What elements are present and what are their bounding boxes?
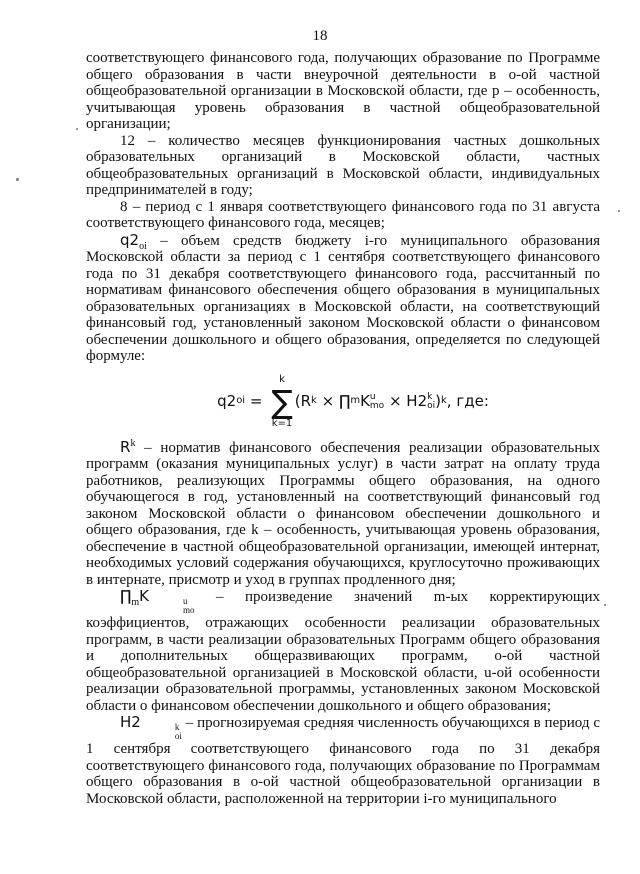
paragraph-product-text: – произведение значений m-ых корректирующих коэффициентов, отражающих особенности реализации образовательных программ, в части реализации образовательных Программ общего образования и дополнительных общеразвивающих программ, о-ой частной общеобразовательной организацией в Московской области, u-ой особенности реализации образовательной программы, установленных законом Московской области о финансовом обеспечении дошкольного и общего образования; [86, 589, 600, 714]
symbol-h2-subscript: oi [174, 731, 182, 741]
paragraph-continuation: соответствующего финансового года, получающих образование по Программе общего образования в части внеурочной деятельности в о-ой частной общеобразовательной организации в Московской области, где p – особенность, учитывающая уровень образования в частной общеобразовательной организации; [86, 50, 600, 132]
symbol-k-subscript: mo [182, 605, 195, 615]
symbol-k: K [139, 587, 149, 605]
sum-upper-limit: k [279, 373, 285, 385]
paragraph-q2oi-text: – объем средств бюджету i-го муниципального образования Московской области за период с 1 сентября соответствующего финансового года по 31 декабря соответствующего финансового года, рассчитанный по нормативам финансового обеспечения общего образования в муниципальных образовательных организациях в Московской области, на соответствующий финансовый год, установленный законом Московской области о финансовом обеспечении дошкольного и общего образования, определяется по следующей формуле: [86, 232, 600, 364]
formula-close: ) [435, 392, 441, 411]
symbol-product: ∏ [120, 587, 132, 605]
formula-k-superscript: u [369, 391, 376, 402]
paragraph-h2-definition [86, 714, 600, 807]
sum-operator [271, 375, 293, 429]
formula-r-superscript: k [311, 395, 317, 407]
formula-h2-superscript: k [427, 391, 433, 402]
formula-times-h2: × H2 [384, 392, 428, 411]
scan-speck [618, 210, 620, 212]
formula-k: K [360, 392, 370, 411]
formula-r: (R [294, 392, 312, 411]
paragraph-rk-text: – норматив финансового обеспечения реализации образовательных программ (оказания муниципальных услуг) в части затрат на оплату труда работников, реализующих Программы общего образования, на одного обучающегося в год, установленный на соответствующий финансовый год законом Московской области о финансовом обеспечении дошкольного и общего образования, где k – особенность, учитывающая уровень образования, обеспечение в частной общеобразовательной организации, имеющей интернат, необходимых условий содержания обучающихся, круглосуточно проживающих в интернате, присмотр и уход в группах продленного дня; [86, 439, 600, 588]
formula-tail: , где: [446, 392, 489, 411]
formula-lhs-subscript: oi [236, 395, 246, 407]
formula-h2-subscript: oi [427, 400, 436, 411]
symbol-q2-subscript: oi [139, 240, 147, 252]
scan-speck [16, 178, 19, 181]
formula-k-indices [370, 393, 384, 411]
page-number: 18 [312, 28, 328, 44]
symbol-h2-superscript: k [174, 722, 180, 732]
formula-k-subscript: mo [369, 400, 385, 411]
formula-lhs: q2 [217, 392, 237, 411]
formula-close-subscript: k [441, 395, 447, 407]
symbol-product-subscript: m [131, 597, 140, 608]
symbol-r: R [120, 437, 131, 456]
paragraph-8-months: 8 – период с 1 января соответствующего финансового года по 31 августа соответствующего финансового года, месяцев; [86, 198, 600, 231]
formula-equals: = [245, 392, 268, 411]
sigma-icon: ∑ [271, 382, 293, 421]
paragraph-product-definition [86, 588, 600, 714]
symbol-q2: q2 [120, 230, 140, 249]
paragraph-h2-text: – прогнозируемая средняя численность обучающихся в период с 1 сентября соответствующего финансового года по 31 декабря соответствующего финансового года, получающих образование по Программам общего образования в о-ой частной общеобразовательной организации в Московской области, расположенной на территории i-го муниципального [86, 715, 600, 807]
document-body [86, 50, 600, 807]
symbol-k-indices [149, 597, 195, 615]
scan-speck [604, 604, 606, 606]
paragraph-q2oi-definition [86, 232, 600, 365]
formula-q2oi [86, 365, 600, 439]
symbol-k-superscript: u [182, 596, 188, 606]
formula-product-subscript: m [350, 395, 361, 407]
sum-lower-limit: k=1 [271, 417, 293, 429]
symbol-r-superscript: k [130, 437, 136, 449]
scan-speck [76, 128, 78, 130]
paragraph-12-months: 12 – количество месяцев функционирования частных дошкольных образовательных организаций в Московской области, частных общеобразовательных организаций в Московской области, индивидуальных предпринимателей в году; [86, 132, 600, 198]
formula-times-product: × ∏ [316, 392, 351, 411]
symbol-h2-indices [141, 723, 182, 741]
symbol-h2: H2 [120, 713, 141, 731]
formula-h2-indices [427, 393, 435, 411]
paragraph-rk-definition [86, 439, 600, 589]
